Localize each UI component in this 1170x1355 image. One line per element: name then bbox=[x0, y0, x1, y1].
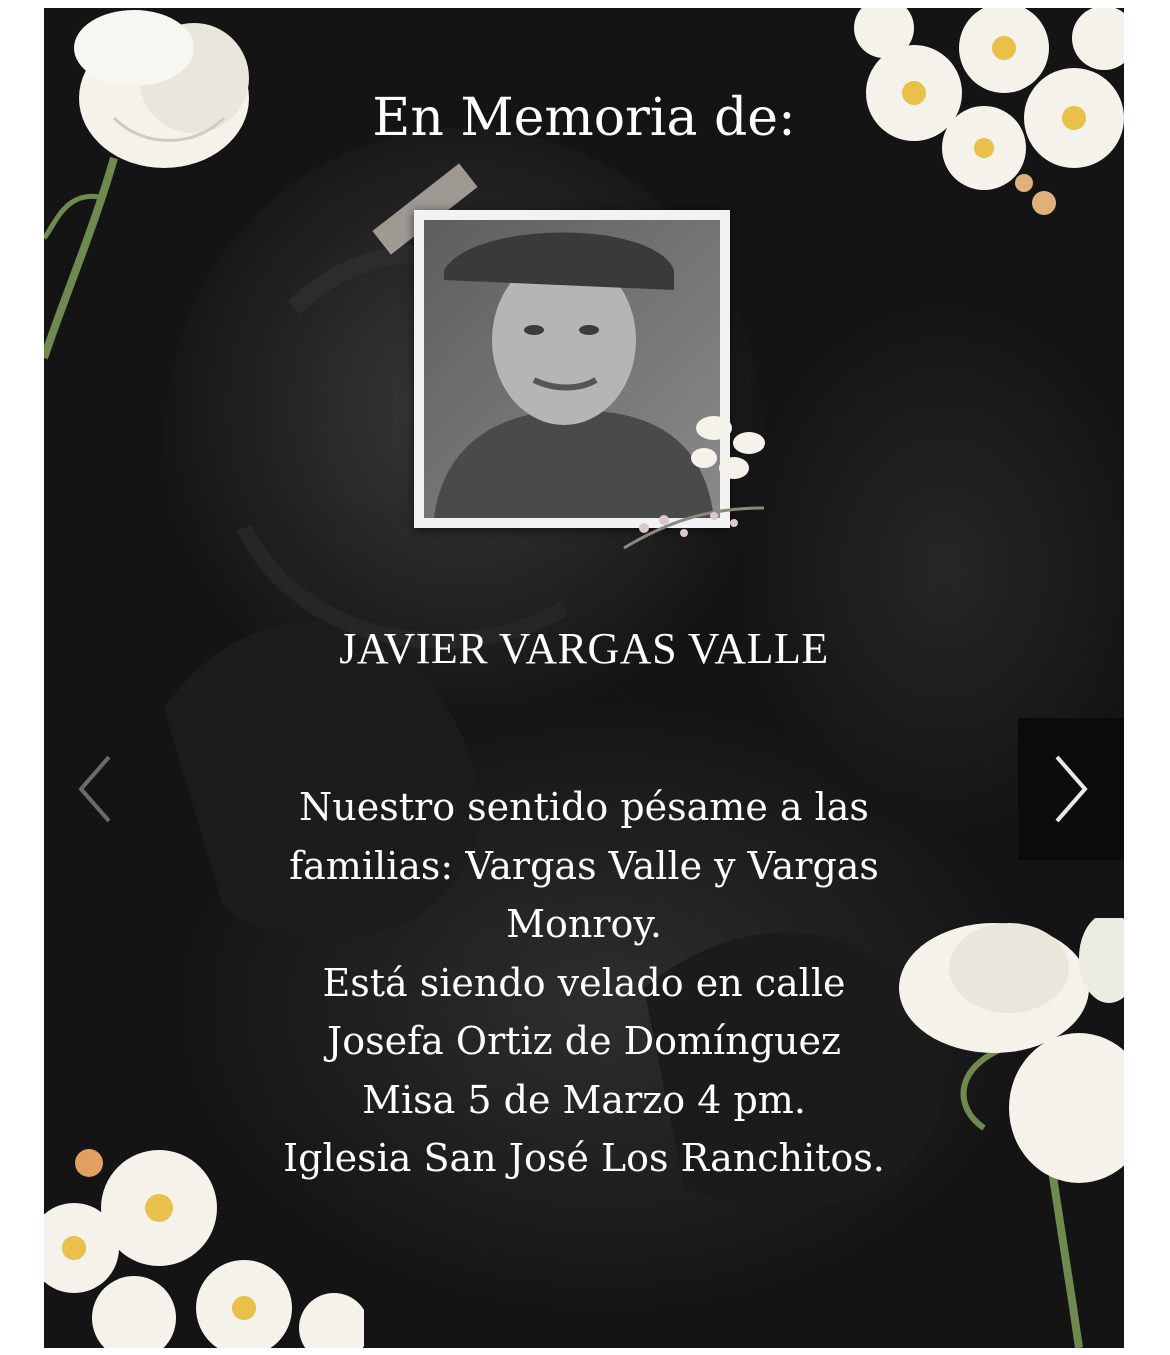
chevron-right-icon bbox=[1051, 753, 1091, 825]
white-rose-bottom-right-decoration bbox=[894, 918, 1124, 1348]
message-line: Misa 5 de Marzo 4 pm. bbox=[362, 1077, 806, 1122]
chevron-left-icon bbox=[75, 753, 115, 825]
page-title: En Memoria de: bbox=[372, 88, 796, 148]
deceased-name: JAVIER VARGAS VALLE bbox=[339, 624, 829, 673]
message-line: Monroy. bbox=[506, 902, 662, 946]
condolence-message bbox=[244, 778, 924, 1188]
carousel-prev-button[interactable] bbox=[44, 718, 146, 860]
carousel-next-button[interactable] bbox=[1018, 718, 1124, 860]
message-line: Nuestro sentido pésame a las bbox=[299, 785, 869, 829]
message-line: Iglesia San José Los Ranchitos. bbox=[283, 1136, 885, 1180]
memorial-card bbox=[44, 8, 1124, 1348]
white-flower-cluster-decoration bbox=[584, 398, 784, 568]
message-line: familias: Vargas Valle y Vargas bbox=[289, 843, 879, 888]
message-line: Josefa Ortiz de Domínguez bbox=[327, 1019, 841, 1063]
message-line: Está siendo velado en calle bbox=[322, 960, 846, 1005]
white-rose-top-left-decoration bbox=[44, 8, 264, 368]
